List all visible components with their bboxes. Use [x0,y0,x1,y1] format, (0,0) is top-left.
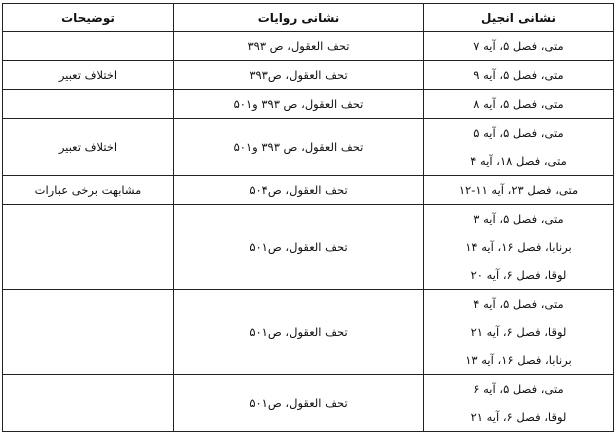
hadith-cell: تحف العقول، ص۵۰۱ [174,205,424,290]
header-notes: توضیحات [3,4,174,32]
notes-cell: اختلاف تعبیر [3,61,174,90]
table-row [3,290,614,375]
hadith-cell: تحف العقول، ص۳۹۳ [174,61,424,90]
gospel-cell [424,61,614,90]
notes-cell [3,290,174,375]
header-row [3,4,614,32]
table-row [3,176,614,205]
gospel-ref: متی، فصل ۵، آیه ۹ [473,68,564,82]
gospel-ref: متی، فصل ۵، آیه ۸ [473,97,564,111]
gospel-ref: متی، فصل ۵، آیه ۵ [473,126,564,140]
hadith-cell: تحف العقول، ص ۳۹۳ و۵۰۱ [174,90,424,119]
header-gospel: نشانی انجیل [424,4,614,32]
hadith-cell: تحف العقول، ص۵۰۴ [174,176,424,205]
hadith-cell: تحف العقول، ص۵۰۱ [174,375,424,432]
notes-cell [3,375,174,432]
gospel-cell [424,176,614,205]
gospel-ref: لوقا، فصل ۶، آیه ۲۱ [470,325,567,339]
gospel-cell [424,375,614,432]
table-row [3,205,614,290]
gospel-ref: متی، فصل ۱۸، آیه ۴ [470,154,567,168]
hadith-cell: تحف العقول، ص ۳۹۳ [174,32,424,61]
gospel-cell [424,290,614,375]
table-row [3,375,614,432]
gospel-ref: متی، فصل ۵، آیه ۳ [473,212,564,226]
table-row [3,32,614,61]
gospel-ref: برنابا، فصل ۱۶، آیه ۱۴ [465,240,572,254]
gospel-ref: متی، فصل ۵، آیه ۴ [473,297,564,311]
notes-cell [3,90,174,119]
gospel-cell [424,32,614,61]
gospel-cell [424,119,614,176]
gospel-cell [424,90,614,119]
gospel-ref: متی، فصل ۲۳، آیه ۱۱-۱۲ [458,183,579,197]
notes-cell [3,32,174,61]
reference-table [2,3,614,432]
hadith-cell: تحف العقول، ص ۳۹۳ و۵۰۱ [174,119,424,176]
table-row [3,90,614,119]
notes-cell: اختلاف تعبیر [3,119,174,176]
gospel-ref: برنابا، فصل ۱۶، آیه ۱۳ [465,353,572,367]
gospel-ref: لوقا، فصل ۶، آیه ۲۰ [470,268,567,282]
header-hadith: نشانی روایات [174,4,424,32]
gospel-ref: لوقا، فصل ۶، آیه ۲۱ [470,410,567,424]
gospel-cell [424,205,614,290]
gospel-ref: متی، فصل ۵، آیه ۶ [473,382,564,396]
hadith-cell: تحف العقول، ص۵۰۱ [174,290,424,375]
notes-cell: مشابهت برخی عبارات [3,176,174,205]
notes-cell [3,205,174,290]
gospel-ref: متی، فصل ۵، آیه ۷ [473,39,564,53]
table-row [3,61,614,90]
table-row [3,119,614,176]
